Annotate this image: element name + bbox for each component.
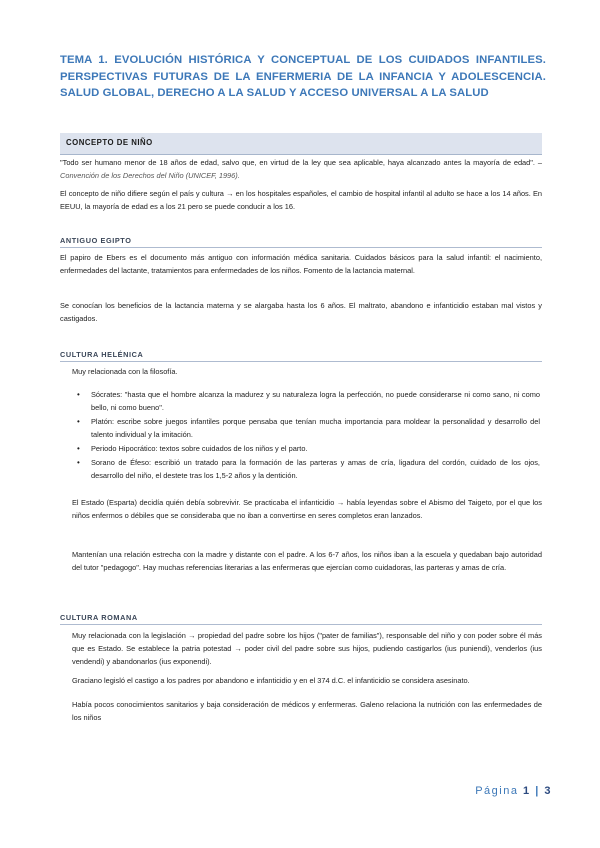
- bullet-icon: •: [77, 444, 80, 454]
- list-item: [76, 389, 540, 415]
- egipto-paragraph-1: El papiro de Ebers es el documento más antiguo con información médica sanitaria. Cuidados básicos para la salud infantil: el nacimiento, enfermedades del lactante, tratamientos para enfermedades de los niños. Fomento de la lactancia maternal.: [60, 253, 542, 275]
- section-heading-helenica: [60, 349, 542, 362]
- list-item-text: Platón: escribe sobre juegos infantiles porque pensaba que tenían mucha importancia para moldear la personalidad y desarrollo del talento individual y la imitación.: [91, 417, 540, 439]
- document-title: TEMA 1. EVOLUCIÓN HISTÓRICA Y CONCEPTUAL DE LOS CUIDADOS INFANTILES. PERSPECTIVAS FUTURAS DE LA ENFERMERIA DE LA INFANCIA Y ADOLESCENCIA. SALUD GLOBAL, DERECHO A LA SALUD Y ACCESO UNIVERSAL A LA SALUD: [60, 54, 546, 99]
- helenica-intro: Muy relacionada con la filosofía.: [72, 367, 178, 376]
- list-item: [76, 416, 540, 442]
- section-heading-label: CULTURA HELÉNICA: [60, 350, 144, 359]
- section-heading-egipto: [60, 235, 542, 248]
- quote-source: Convención de los Derechos del Niño (UNICEF, 1996).: [60, 170, 240, 180]
- quote-text: "Todo ser humano menor de 18 años de edad, salvo que, en virtud de la ley que sea aplicable, haya alcanzado antes la mayoría de edad".: [60, 158, 535, 167]
- section-heading-romana: [60, 612, 542, 625]
- list-item: [76, 443, 540, 456]
- page-label: Página: [475, 785, 519, 797]
- romana-paragraph-1: Muy relacionada con la legislación → propiedad del padre sobre los hijos ("pater de familias"), responsable del niño y con poder sobre él más que es Estado. Se establece la patria potestad → poder civil del padre sobre sus hijos, pudiendo castigarlos (ius puniendi), venderlos (ius vendendi) y abandonarlos (ius exponendi).: [72, 631, 542, 666]
- bullet-icon: •: [77, 417, 80, 427]
- helenica-paragraph-2: Mantenían una relación estrecha con la madre y distante con el padre. A los 6-7 años, los niños iban a la escuela y quedaban bajo autoridad del tutor "pedagogo". Hay muchas referencias literarias a las enfermeras que ejercían como cuidadoras, las parteras y amas de cría.: [72, 550, 542, 572]
- page-separator: |: [535, 785, 540, 797]
- quote-dash: –: [534, 158, 542, 167]
- page-current: 1: [523, 785, 531, 797]
- romana-paragraph-3: Había pocos conocimientos sanitarios y baja consideración de médicos y enfermeras. Galeno relaciona la nutrición con las enfermedades de los niños: [72, 700, 542, 722]
- list-item: [76, 457, 540, 483]
- romana-paragraph-2: Graciano legisló el castigo a los padres por abandono e infanticidio y en el 374 d.C. el infanticidio se considera asesinato.: [72, 676, 470, 685]
- list-item-text: Periodo Hipocrático: textos sobre cuidados de los niños y el parto.: [91, 444, 308, 454]
- list-item-text: Sócrates: "hasta que el hombre alcanza la madurez y su naturaleza logra la perfección, no puede considerarse ni como sano, ni como bello, ni como bueno".: [91, 390, 540, 412]
- definition-quote: [60, 157, 542, 183]
- egipto-paragraph-2: Se conocían los beneficios de la lactancia materna y se alargaba hasta los 6 años. El maltrato, abandono e infanticidio estaban mal vistos y castigados.: [60, 301, 542, 323]
- bullet-icon: •: [77, 458, 80, 468]
- concepto-paragraph: El concepto de niño difiere según el país y cultura → en los hospitales españoles, el cambio de hospital infantil al adulto se hace a los 14 años. En EEUU, la mayoría de edad es a los 21 pero se puede conducir a los 16.: [60, 189, 542, 211]
- helenica-bullet-list: [76, 389, 540, 485]
- section-heading-label: ANTIGUO EGIPTO: [60, 236, 132, 245]
- section-heading-concepto: [60, 133, 542, 155]
- section-heading-label: CONCEPTO DE NIÑO: [66, 138, 153, 147]
- page-number: 3: [544, 785, 552, 797]
- helenica-paragraph-1: El Estado (Esparta) decidía quién debía sobrevivir. Se practicaba el infanticidio → había leyendas sobre el Abismo del Taigeto, por el que los niños enfermos o débiles que se consideraba que no iban a convertirse en seres completos eran lanzados.: [72, 498, 542, 520]
- section-heading-label: CULTURA ROMANA: [60, 613, 138, 622]
- bullet-icon: •: [77, 390, 80, 399]
- list-item-text: Sorano de Éfeso: escribió un tratado para la formación de las parteras y amas de cría, ligadura del cordón, cuidado de los ojos, desarrollo del niño, el destete tras los 1,5-2 años y la dentición.: [91, 458, 540, 481]
- page-footer: [475, 785, 552, 797]
